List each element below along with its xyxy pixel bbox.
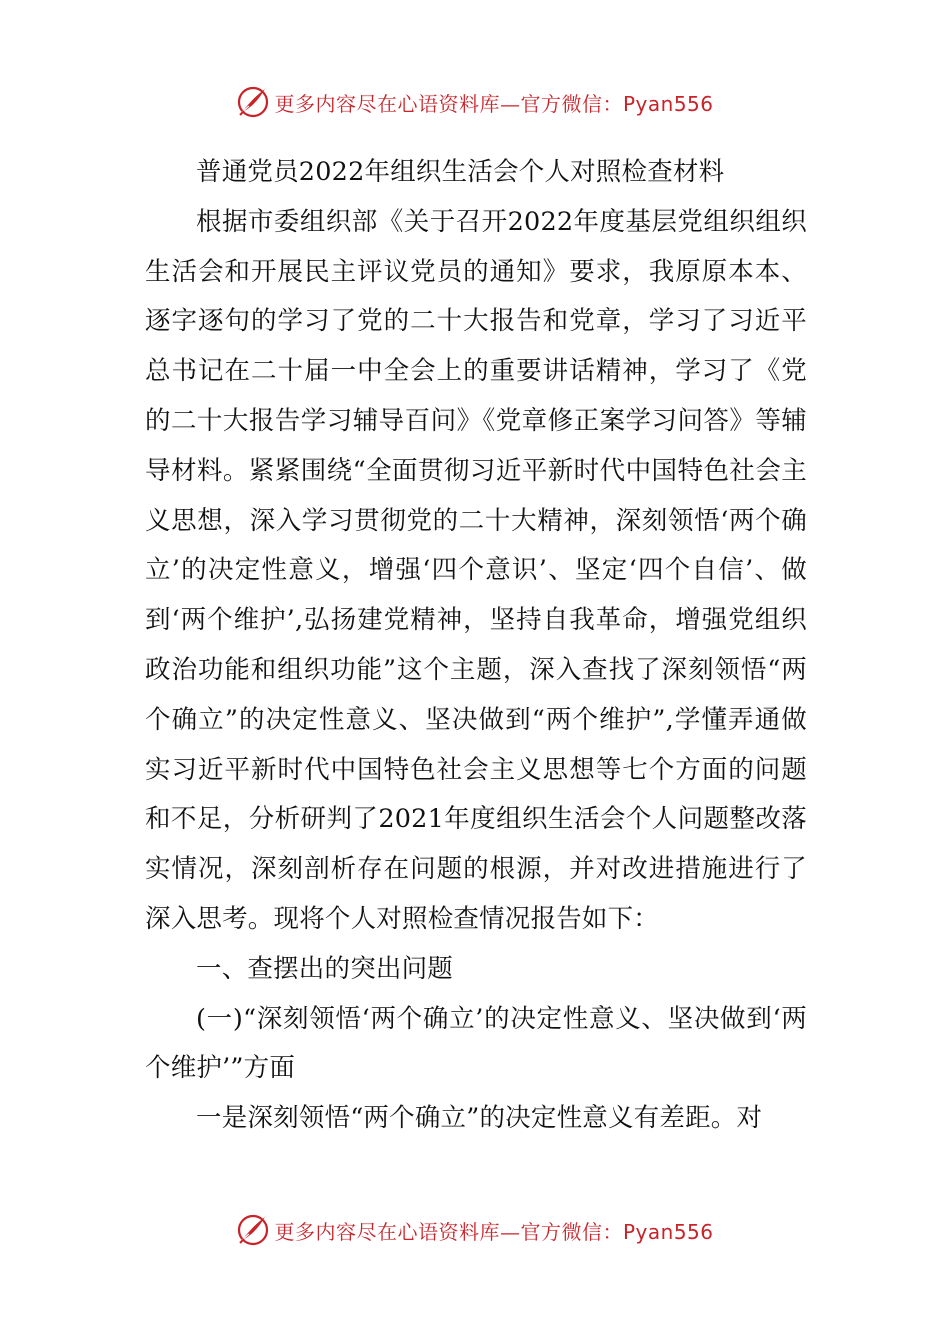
paragraph-point-one: 一是深刻领悟“两个确立”的决定性意义有差距。对 bbox=[196, 1103, 763, 1134]
watermark-text bbox=[274, 88, 713, 117]
watermark-header bbox=[0, 80, 950, 124]
quill-logo-icon bbox=[236, 1213, 270, 1247]
section-heading: 一、查摆出的突出问题 bbox=[196, 953, 454, 984]
watermark-account: Pyan556 bbox=[622, 91, 714, 116]
subsection-heading: (一)“深刻领悟‘两个确立’的决定性意义、坚决做到‘两个维护’”方面 bbox=[145, 1003, 807, 1084]
watermark-footer bbox=[0, 1208, 950, 1252]
watermark-separator: — bbox=[499, 1219, 521, 1244]
watermark-account: Pyan556 bbox=[622, 1219, 714, 1244]
watermark-separator: — bbox=[499, 91, 521, 116]
watermark-text bbox=[274, 1216, 713, 1245]
watermark-suffix: 官方微信： bbox=[520, 91, 623, 116]
quill-logo-icon bbox=[236, 85, 270, 119]
watermark-main-text: 更多内容尽在心语资料库 bbox=[274, 91, 500, 116]
document-title: 普通党员2022年组织生活会个人对照检查材料 bbox=[196, 157, 725, 187]
watermark-suffix: 官方微信： bbox=[520, 1219, 623, 1244]
watermark-main-text: 更多内容尽在心语资料库 bbox=[274, 1219, 500, 1244]
paragraph-intro: 根据市委组织部《关于召开2022年度基层党组织组织生活会和开展民主评议党员的通知》要求，我原原本本、逐字逐句的学习了党的二十大报告和党章，学习了习近平总书记在二十届一中全会上的重要讲话精神，学习了《党的二十大报告学习辅导百问》《党章修正案学习问答》等辅导材料。紧紧围绕“全面贯彻习近平新时代中国特色社会主义思想，深入学习贯彻党的二十大精神，深刻领悟‘两个确立’的决定性意义，增强‘四个意识’、坚定‘四个自信’、做到‘两个维护’,弘扬建党精神，坚持自我革命，增强党组织政治功能和组织功能”这个主题，深入查找了深刻领悟“两个确立”的决定性意义、坚决做到“两个维护”,学懂弄通做实习近平新时代中国特色社会主义思想等七个方面的问题和不足，分析研判了2021年度组织生活会个人问题整改落实情况，深刻剖析存在问题的根源，并对改进措施进行了深入思考。现将个人对照检查情况报告如下： bbox=[145, 206, 807, 934]
document-body bbox=[145, 148, 807, 1144]
